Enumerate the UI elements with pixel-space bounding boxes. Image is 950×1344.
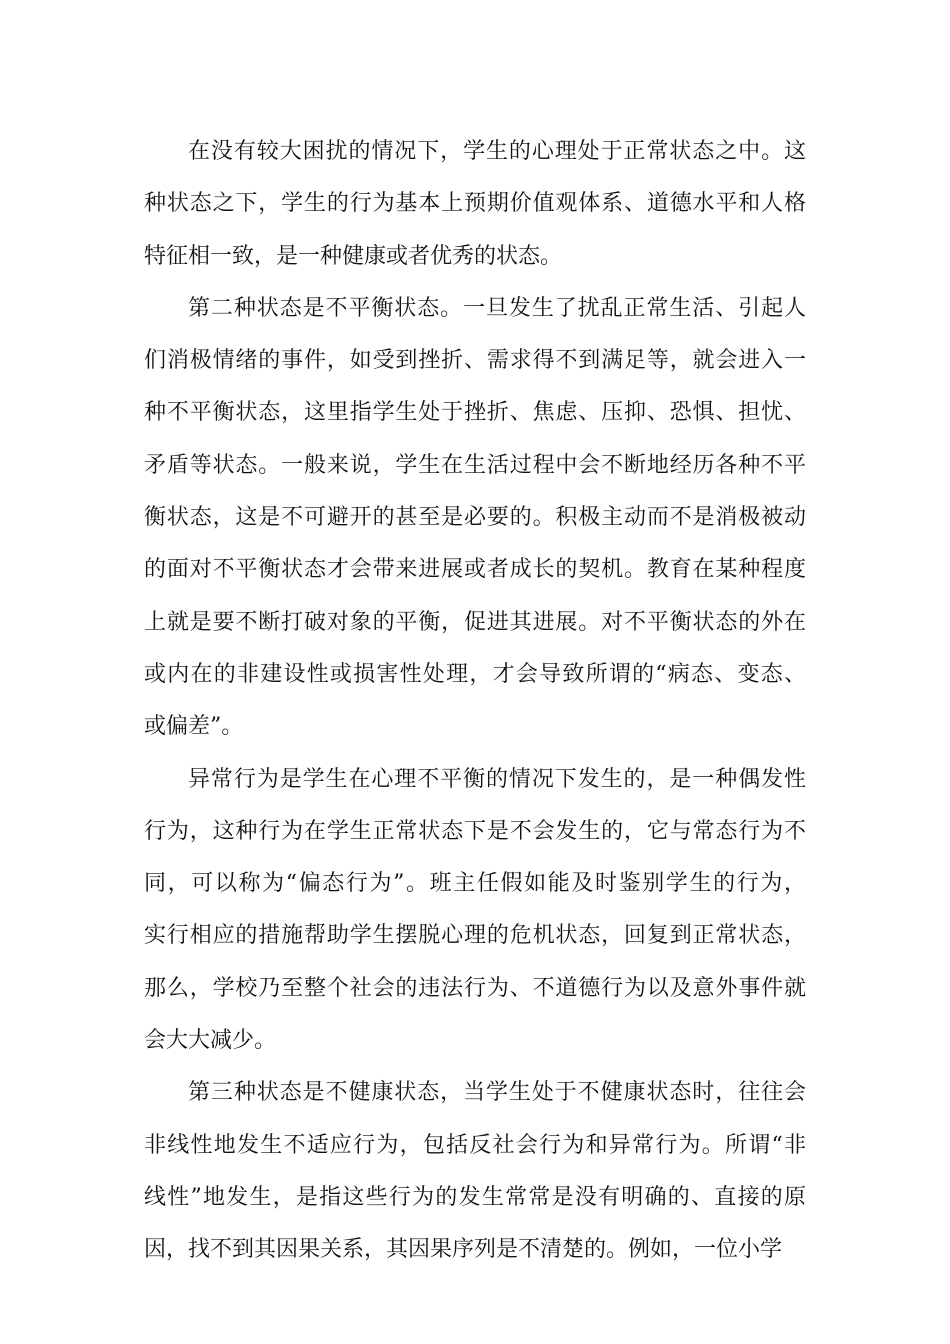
text-line: 矛盾等状态。一般来说，学生在生活过程中会不断地经历各种不平 — [144, 452, 807, 478]
paragraph-unbalanced-state — [144, 283, 806, 754]
text-line: 种状态之下，学生的行为基本上预期价值观体系、道德水平和人格 — [144, 191, 807, 217]
text-line: 种不平衡状态，这里指学生处于挫折、焦虑、压抑、恐惧、担忧、 — [144, 400, 807, 426]
text-line: 第三种状态是不健康状态，当学生处于不健康状态时，往往会 — [188, 1080, 807, 1106]
text-line: 的面对不平衡状态才会带来进展或者成长的契机。教育在某种程度 — [144, 557, 807, 583]
text-line: 行为，这种行为在学生正常状态下是不会发生的，它与常态行为不 — [144, 818, 807, 844]
text-line: 那么，学校乃至整个社会的违法行为、不道德行为以及意外事件就 — [144, 975, 807, 1001]
text-line: 非线性地发生不适应行为，包括反社会行为和异常行为。所谓“非 — [144, 1132, 808, 1158]
paragraph-unhealthy-state — [144, 1067, 806, 1276]
text-line: 特征相一致，是一种健康或者优秀的状态。 — [144, 243, 563, 269]
text-line: 会大大减少。 — [144, 1028, 277, 1054]
text-line: 们消极情绪的事件，如受到挫折、需求得不到满足等，就会进入一 — [144, 348, 807, 374]
text-line: 上就是要不断打破对象的平衡，促进其进展。对不平衡状态的外在 — [144, 609, 807, 635]
text-line: 或偏差”。 — [144, 714, 244, 740]
document-body — [144, 126, 806, 1277]
text-line: 同，可以称为“偏态行为”。班主任假如能及时鉴别学生的行为， — [144, 871, 808, 897]
text-line: 或内在的非建设性或损害性处理，才会导致所谓的“病态、变态、 — [144, 661, 808, 687]
text-line: 实行相应的措施帮助学生摆脱心理的危机状态，回复到正常状态， — [144, 923, 807, 949]
text-line: 在没有较大困扰的情况下，学生的心理处于正常状态之中。这 — [188, 139, 807, 164]
paragraph-abnormal-behavior — [144, 754, 806, 1068]
text-line: 第二种状态是不平衡状态。一旦发生了扰乱正常生活、引起人 — [188, 295, 807, 321]
paragraph-normal-state — [144, 126, 806, 283]
text-line: 异常行为是学生在心理不平衡的情况下发生的，是一种偶发性 — [188, 766, 807, 792]
text-line: 线性”地发生，是指这些行为的发生常常是没有明确的、直接的原 — [144, 1184, 808, 1210]
text-line: 因，找不到其因果关系，其因果序列是不清楚的。例如，一位小学 — [144, 1237, 783, 1263]
text-line: 衡状态，这是不可避开的甚至是必要的。积极主动而不是消极被动 — [144, 505, 807, 531]
